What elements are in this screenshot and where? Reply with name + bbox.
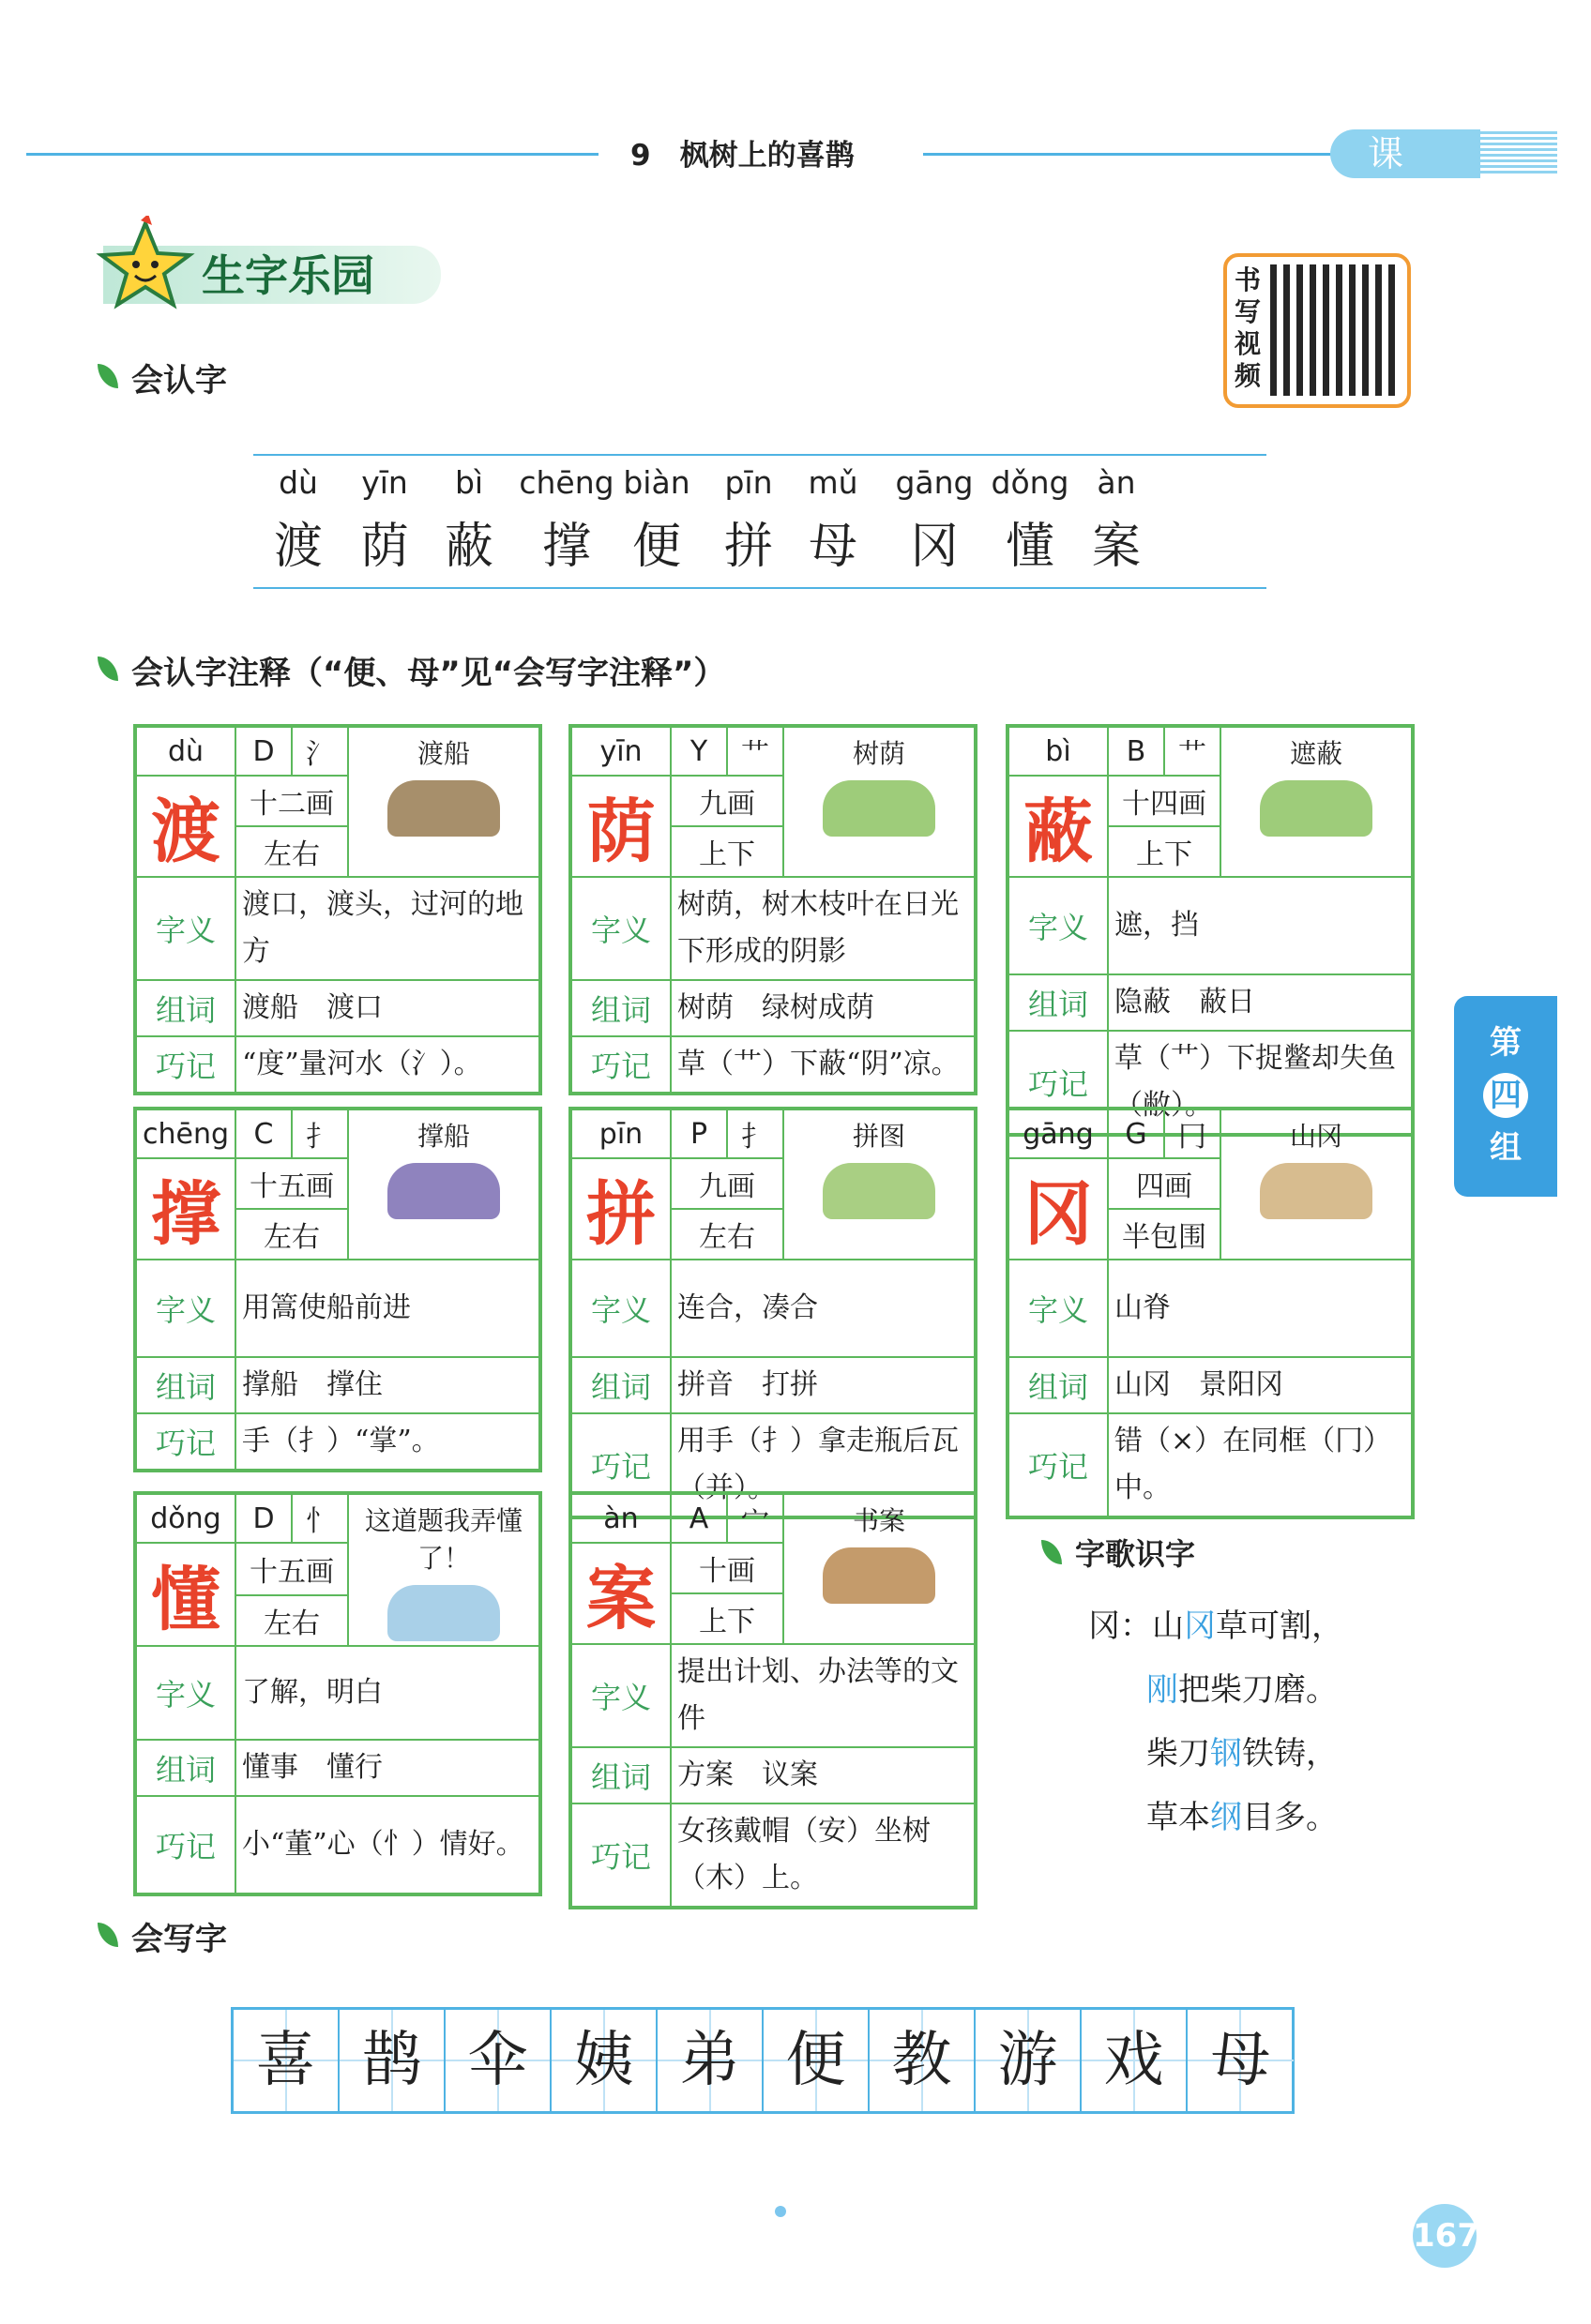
- card-illustration: [348, 1109, 539, 1260]
- card-letter: C: [235, 1109, 292, 1158]
- card-memo: 草（艹）下蔽“阴”凉。: [671, 1036, 975, 1093]
- char-card: [1006, 1107, 1415, 1519]
- card-strokes: 十五画: [235, 1543, 348, 1595]
- write-char: 姨: [552, 2010, 658, 2111]
- song-highlight: 冈: [1184, 1607, 1216, 1645]
- card-illustration: [783, 1494, 975, 1644]
- write-char: 喜: [234, 2010, 340, 2111]
- song-highlight: 纲: [1210, 1799, 1242, 1836]
- label-words: 组词: [571, 980, 671, 1036]
- card-meaning: 树荫，树木枝叶在日光下形成的阴影: [671, 877, 975, 980]
- tag-stripes: [1480, 131, 1557, 176]
- card-caption: 书案: [852, 1505, 905, 1536]
- leaf-bullet-icon: [98, 364, 118, 388]
- card-char: 渡: [136, 776, 235, 877]
- recognize-char: 便: [631, 519, 681, 575]
- card-strokes: 九画: [671, 1158, 783, 1209]
- card-pinyin: àn: [571, 1494, 671, 1543]
- card-words: 撑船 撑住: [235, 1357, 539, 1413]
- song-line: [1146, 1722, 1338, 1786]
- qr-video-card[interactable]: [1223, 253, 1411, 408]
- song-text: 把柴刀磨。: [1178, 1671, 1338, 1709]
- header-rule-left: [26, 153, 599, 156]
- write-char: 游: [976, 2010, 1082, 2111]
- card-words: 山冈 景阳冈: [1108, 1357, 1412, 1413]
- card-memo: “度”量河水（氵）。: [235, 1036, 539, 1093]
- page-number: 167: [1413, 2204, 1477, 2268]
- card-memo: 女孩戴帽（安）坐树（木）上。: [671, 1803, 975, 1907]
- recognize-pinyin: yīn: [361, 464, 408, 501]
- write-char: 便: [764, 2010, 870, 2111]
- label-memo: 巧记: [1008, 1413, 1108, 1517]
- label-words: 组词: [1008, 1357, 1108, 1413]
- recognize-pinyin: dǒng: [991, 464, 1069, 501]
- recognize-pinyin: àn: [1097, 464, 1136, 501]
- card-illustration: [783, 727, 975, 877]
- song-text: 柴刀: [1146, 1735, 1210, 1773]
- card-structure: 上下: [1108, 826, 1220, 877]
- side-tab-a: 第: [1490, 1024, 1522, 1062]
- char-card: [568, 724, 977, 1095]
- card-illustration: [348, 1494, 539, 1646]
- write-char: 弟: [658, 2010, 764, 2111]
- card-caption: 渡船: [417, 738, 470, 769]
- card-char: 撑: [136, 1158, 235, 1260]
- card-letter: A: [671, 1494, 727, 1543]
- card-radical: 扌: [292, 1109, 348, 1158]
- dot-decoration: [775, 2206, 786, 2217]
- illustration-icon: [823, 780, 935, 837]
- card-letter: Y: [671, 727, 727, 776]
- write-char: 戏: [1082, 2010, 1188, 2111]
- write-char: 母: [1188, 2010, 1294, 2111]
- card-radical: 忄: [292, 1494, 348, 1543]
- card-letter: D: [235, 727, 292, 776]
- card-illustration: [348, 727, 539, 877]
- song-line: [1088, 1594, 1343, 1658]
- recognize-char: 懂: [1005, 519, 1054, 575]
- illustration-icon: [387, 1163, 500, 1219]
- card-structure: 上下: [671, 1593, 783, 1644]
- card-caption: 这道题我弄懂了！: [364, 1505, 523, 1574]
- illustration-icon: [1260, 780, 1372, 837]
- section-title: 生字乐园: [202, 250, 374, 301]
- song-line: [1146, 1658, 1338, 1722]
- label-meaning: 字义: [571, 1644, 671, 1747]
- card-char: 荫: [571, 776, 671, 877]
- recognize-char: 母: [808, 519, 857, 575]
- song-highlight: 钢: [1210, 1735, 1242, 1773]
- card-letter: B: [1108, 727, 1164, 776]
- char-card: [568, 1107, 977, 1519]
- recognize-pinyin: dù: [279, 464, 318, 501]
- card-meaning: 连合，凑合: [671, 1260, 975, 1357]
- card-caption: 山冈: [1289, 1121, 1342, 1152]
- label-meaning: 字义: [1008, 1260, 1108, 1357]
- card-illustration: [783, 1109, 975, 1260]
- card-words: 渡船 渡口: [235, 980, 539, 1036]
- card-radical: 扌: [727, 1109, 783, 1158]
- song-text: 冈：山: [1088, 1607, 1184, 1645]
- recognize-pinyin: mǔ: [808, 464, 858, 501]
- card-radical: 艹: [727, 727, 783, 776]
- card-illustration: [1220, 1109, 1412, 1260]
- label-memo: 巧记: [136, 1413, 235, 1470]
- card-structure: 左右: [235, 1595, 348, 1646]
- card-char: 案: [571, 1543, 671, 1644]
- char-card: [1006, 724, 1415, 1137]
- card-words: 方案 议案: [671, 1747, 975, 1803]
- card-words: 拼音 打拼: [671, 1357, 975, 1413]
- side-tab-c: 组: [1490, 1129, 1522, 1167]
- pinyin-rule-top: [253, 454, 1266, 456]
- leaf-bullet-icon: [98, 656, 118, 681]
- char-card: [133, 1491, 542, 1896]
- recognize-char: 拼: [723, 519, 773, 575]
- song-line: [1146, 1786, 1338, 1849]
- song-text: 铁铸，: [1242, 1735, 1338, 1773]
- recognize-heading: 会认字: [131, 362, 227, 400]
- write-char: 鹊: [340, 2010, 446, 2111]
- illustration-icon: [387, 780, 500, 837]
- label-meaning: 字义: [136, 1260, 235, 1357]
- recognize-pinyin: bì: [454, 464, 484, 501]
- card-structure: 半包围: [1108, 1209, 1220, 1260]
- card-caption: 撑船: [417, 1121, 470, 1152]
- card-radical: 氵: [292, 727, 348, 776]
- label-meaning: 字义: [136, 1646, 235, 1740]
- card-radical: 宀: [727, 1494, 783, 1543]
- card-meaning: 提出计划、办法等的文件: [671, 1644, 975, 1747]
- recognize-char: 撑: [541, 519, 591, 575]
- label-words: 组词: [136, 1740, 235, 1796]
- card-radical: 冂: [1164, 1109, 1220, 1158]
- card-strokes: 十四画: [1108, 776, 1220, 826]
- song-heading: 字歌识字: [1075, 1536, 1196, 1572]
- label-memo: 巧记: [136, 1796, 235, 1894]
- card-pinyin: yīn: [571, 727, 671, 776]
- card-strokes: 十画: [671, 1543, 783, 1593]
- card-pinyin: dù: [136, 727, 235, 776]
- label-meaning: 字义: [136, 877, 235, 980]
- write-char: 教: [870, 2010, 976, 2111]
- card-caption: 拼图: [852, 1121, 905, 1152]
- recognize-pinyin: biàn: [623, 464, 690, 501]
- card-memo: 手（扌）“掌”。: [235, 1413, 539, 1470]
- card-char: 冈: [1008, 1158, 1108, 1260]
- card-char: 懂: [136, 1543, 235, 1646]
- card-words: 隐蔽 蔽日: [1108, 974, 1412, 1031]
- qr-label: 书写视频: [1235, 264, 1262, 391]
- card-meaning: 用篙使船前进: [235, 1260, 539, 1357]
- writing-grid: [231, 2007, 1295, 2114]
- leaf-bullet-icon: [1041, 1540, 1062, 1564]
- label-memo: 巧记: [571, 1036, 671, 1093]
- card-structure: 上下: [671, 826, 783, 877]
- card-structure: 左右: [235, 1209, 348, 1260]
- pinyin-rule-bottom: [253, 587, 1266, 589]
- card-radical: 艹: [1164, 727, 1220, 776]
- recognize-pinyin: gāng: [895, 464, 974, 501]
- lesson-title: 9 枫树上的喜鹊: [630, 139, 855, 173]
- label-memo: 巧记: [1008, 1031, 1108, 1134]
- card-memo: 草（艹）下捉鳖却失鱼（敝）。: [1108, 1031, 1412, 1134]
- card-meaning: 山脊: [1108, 1260, 1412, 1357]
- leaf-bullet-icon: [98, 1923, 118, 1947]
- recognize-char: 荫: [359, 519, 409, 575]
- label-memo: 巧记: [136, 1036, 235, 1093]
- card-structure: 左右: [671, 1209, 783, 1260]
- song-text: 目多。: [1242, 1799, 1338, 1836]
- card-memo: 用手（扌）拿走瓶后瓦（并）。: [671, 1413, 975, 1517]
- card-memo: 错（×）在同框（冂）中。: [1108, 1413, 1412, 1517]
- card-words: 懂事 懂行: [235, 1740, 539, 1796]
- card-letter: G: [1108, 1109, 1164, 1158]
- unit-side-tab: [1454, 996, 1557, 1197]
- recognize-pinyin: chēng: [519, 464, 614, 501]
- label-meaning: 字义: [571, 1260, 671, 1357]
- recognize-char: 冈: [909, 519, 959, 575]
- recognize-char: 渡: [273, 519, 323, 575]
- card-words: 树荫 绿树成荫: [671, 980, 975, 1036]
- card-strokes: 十五画: [235, 1158, 348, 1209]
- label-memo: 巧记: [571, 1803, 671, 1907]
- side-tab-b: 四: [1483, 1073, 1528, 1118]
- lesson-type-tag: 课 文: [1330, 129, 1480, 178]
- illustration-icon: [823, 1547, 935, 1604]
- card-letter: D: [235, 1494, 292, 1543]
- char-card: [133, 724, 542, 1095]
- label-meaning: 字义: [1008, 877, 1108, 974]
- header-rule-right: [923, 153, 1345, 156]
- card-pinyin: chēng: [136, 1109, 235, 1158]
- label-meaning: 字义: [571, 877, 671, 980]
- label-words: 组词: [1008, 974, 1108, 1031]
- card-char: 蔽: [1008, 776, 1108, 877]
- notes-heading: 会认字注释（“便、母”见“会写字注释”）: [131, 655, 726, 692]
- card-pinyin: bì: [1008, 727, 1108, 776]
- card-structure: 左右: [235, 826, 348, 877]
- char-card: [133, 1107, 542, 1472]
- card-strokes: 四画: [1108, 1158, 1220, 1209]
- recognize-char: 蔽: [444, 519, 493, 575]
- label-words: 组词: [136, 980, 235, 1036]
- card-meaning: 渡口，渡头，过河的地方: [235, 877, 539, 980]
- card-meaning: 了解，明白: [235, 1646, 539, 1740]
- card-memo: 小“董”心（忄）情好。: [235, 1796, 539, 1894]
- card-pinyin: dǒng: [136, 1494, 235, 1543]
- illustration-icon: [1260, 1163, 1372, 1219]
- card-char: 拼: [571, 1158, 671, 1260]
- card-pinyin: gāng: [1008, 1109, 1108, 1158]
- illustration-icon: [823, 1163, 935, 1219]
- card-illustration: [1220, 727, 1412, 877]
- song-text: 草本: [1146, 1799, 1210, 1836]
- write-char: 伞: [446, 2010, 552, 2111]
- write-heading: 会写字: [131, 1921, 227, 1958]
- char-card: [568, 1491, 977, 1909]
- song-highlight: 刚: [1146, 1671, 1178, 1709]
- card-caption: 遮蔽: [1289, 738, 1342, 769]
- card-letter: P: [671, 1109, 727, 1158]
- card-strokes: 九画: [671, 776, 783, 826]
- recognize-char: 案: [1091, 519, 1141, 575]
- illustration-icon: [387, 1585, 500, 1641]
- label-words: 组词: [571, 1747, 671, 1803]
- song-text: 草可割，: [1216, 1607, 1343, 1645]
- card-meaning: 遮，挡: [1108, 877, 1412, 974]
- card-strokes: 十二画: [235, 776, 348, 826]
- card-caption: 树荫: [852, 738, 905, 769]
- label-memo: 巧记: [571, 1413, 671, 1517]
- label-words: 组词: [136, 1357, 235, 1413]
- recognize-pinyin: pīn: [724, 464, 773, 501]
- card-pinyin: pīn: [571, 1109, 671, 1158]
- label-words: 组词: [571, 1357, 671, 1413]
- qr-code-icon[interactable]: [1270, 264, 1402, 396]
- star-icon: [94, 216, 197, 309]
